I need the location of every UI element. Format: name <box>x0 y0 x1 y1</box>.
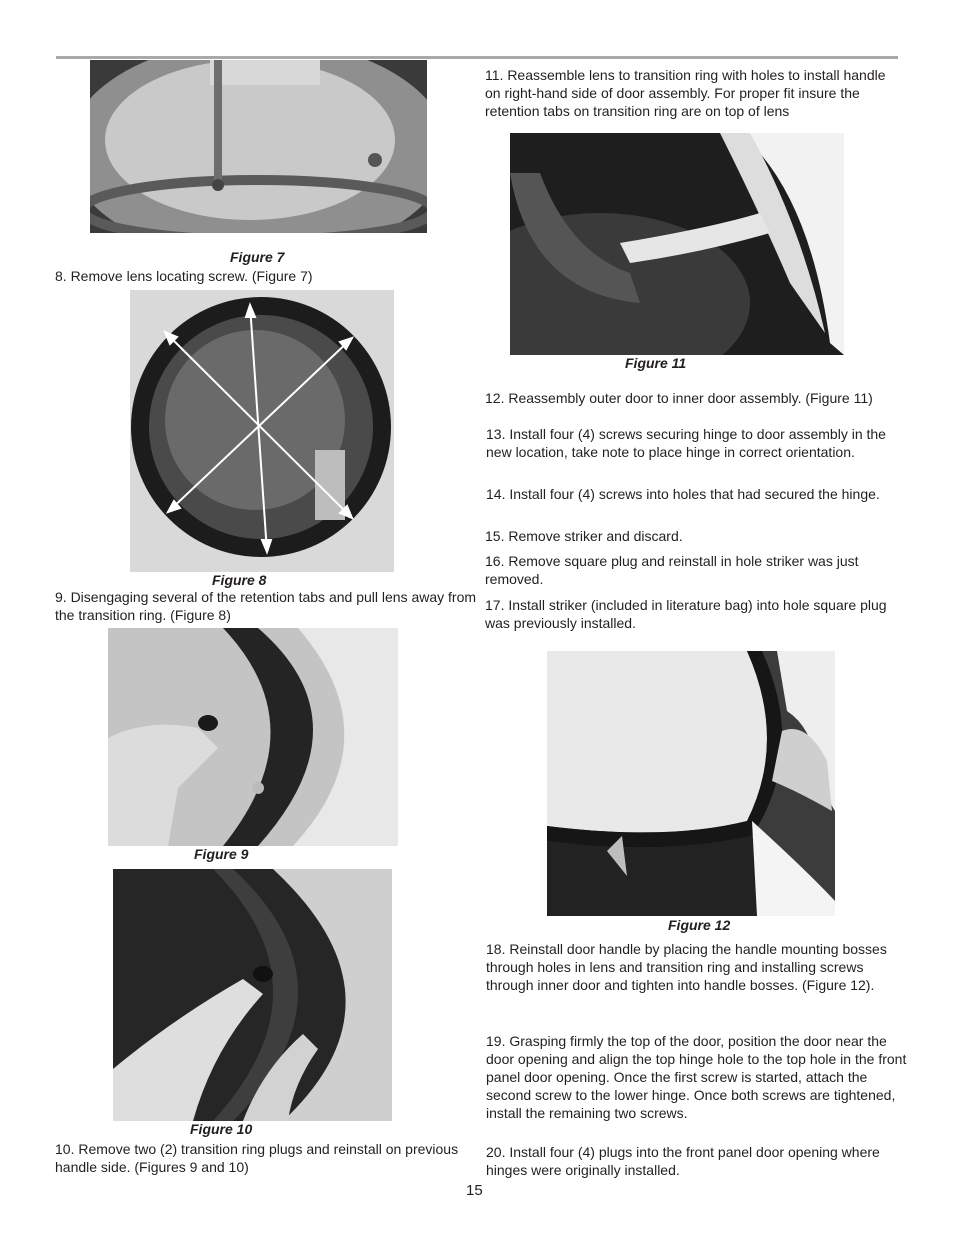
figure-10-photo <box>113 869 392 1121</box>
step-20-text: 20. Install four (4) plugs into the front panel door opening where hinges were originally installed. <box>486 1144 880 1178</box>
figure-10-caption: Figure 10 <box>190 1121 253 1137</box>
step-18-text: 18. Reinstall door handle by placing the handle mounting bosses through holes in lens and transition ring and installing screws through inner door and tighten into handle bosses. (Figure 12). <box>486 941 887 993</box>
step-13-text: 13. Install four (4) screws securing hinge to door assembly in the new location, take note to place hinge in correct orientation. <box>486 426 886 460</box>
figure-9-caption: Figure 9 <box>194 846 249 862</box>
step-16-text: 16. Remove square plug and reinstall in hole striker was just removed. <box>485 553 859 587</box>
step-12-text: 12. Reassembly outer door to inner door assembly. (Figure 11) <box>485 390 873 406</box>
figure-7-photo <box>90 60 427 233</box>
figure-11-photo <box>510 133 844 355</box>
step-11-text: 11. Reassemble lens to transition ring with holes to install handle on right-hand side of door assembly. For proper fit insure the retention tabs on transition ring are on top of lens <box>485 67 886 119</box>
step-10-text: 10. Remove two (2) transition ring plugs and reinstall on previous handle side. (Figures 9 and 10) <box>55 1141 459 1175</box>
step-17-text: 17. Install striker (included in literature bag) into hole square plug was previously installed. <box>485 597 887 631</box>
step-15-text: 15. Remove striker and discard. <box>485 528 683 544</box>
figure-8-photo <box>130 290 394 572</box>
figure-7-caption: Figure 7 <box>230 249 285 265</box>
step-14-text: 14. Install four (4) screws into holes that had secured the hinge. <box>486 486 880 502</box>
page-number: 15 <box>466 1182 483 1199</box>
figure-12-caption: Figure 12 <box>668 917 731 933</box>
header-rule <box>56 56 898 59</box>
step-19-text: 19. Grasping firmly the top of the door, position the door near the door opening and align the top hinge hole to the top hole in the front panel door opening. Once the first screw is started, attach the second screw to the lower hinge. Once both screws are tightened, install the remaining two screws. <box>486 1033 907 1121</box>
figure-9-photo <box>108 628 398 846</box>
figure-8-caption: Figure 8 <box>212 572 267 588</box>
step-9-text: 9. Disengaging several of the retention tabs and pull lens away from the transition ring. (Figure 8) <box>55 589 477 623</box>
figure-11-caption: Figure 11 <box>625 355 687 371</box>
figure-12-photo <box>547 651 835 916</box>
step-8-text: 8. Remove lens locating screw. (Figure 7) <box>55 268 313 284</box>
